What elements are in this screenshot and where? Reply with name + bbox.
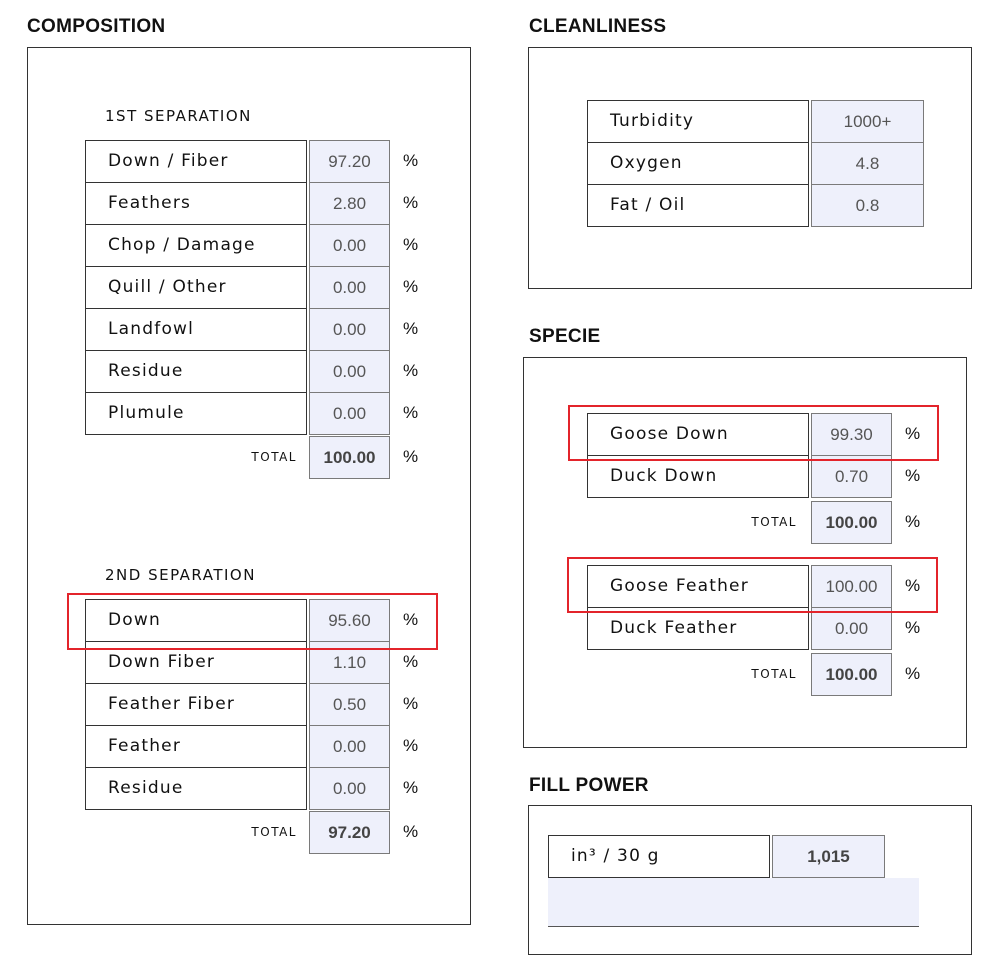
total-label: TOTAL <box>251 825 297 839</box>
row-unit: % <box>403 778 419 797</box>
total-unit: % <box>905 512 921 531</box>
row-value[interactable]: 99.30 <box>811 413 892 456</box>
total-unit: % <box>905 664 921 683</box>
row-value[interactable]: 0.00 <box>309 767 390 810</box>
row-value[interactable]: 1000+ <box>811 100 924 143</box>
fill-power-label: in³ / 30 g <box>548 835 770 878</box>
fill-power-panel <box>528 805 972 955</box>
total-unit: % <box>403 822 419 841</box>
row-label: Oxygen <box>587 142 809 185</box>
row-unit: % <box>905 424 921 443</box>
first-separation-title: 1ST SEPARATION <box>105 107 252 125</box>
down-highlight-box <box>67 593 438 650</box>
row-unit: % <box>403 277 419 296</box>
total-value: 100.00 <box>309 436 390 479</box>
row-label: Quill / Other <box>85 266 307 309</box>
row-label: Residue <box>85 767 307 810</box>
row-unit: % <box>403 652 419 671</box>
total-value: 100.00 <box>811 501 892 544</box>
cleanliness-title: CLEANLINESS <box>529 16 667 37</box>
row-unit: % <box>403 361 419 380</box>
total-label: TOTAL <box>751 515 797 529</box>
row-value[interactable]: 1.10 <box>309 641 390 684</box>
row-value[interactable]: 0.8 <box>811 184 924 227</box>
row-value[interactable]: 0.00 <box>309 266 390 309</box>
row-value[interactable]: 0.00 <box>309 725 390 768</box>
row-label: Feather Fiber <box>85 683 307 726</box>
row-label: Plumule <box>85 392 307 435</box>
row-label: Chop / Damage <box>85 224 307 267</box>
row-label: Goose Down <box>587 413 809 456</box>
row-unit: % <box>905 466 921 485</box>
row-value[interactable]: 0.00 <box>309 224 390 267</box>
row-unit: % <box>905 576 921 595</box>
row-label: Residue <box>85 350 307 393</box>
fill-power-extra-field[interactable] <box>548 878 919 927</box>
row-value[interactable]: 97.20 <box>309 140 390 183</box>
row-value[interactable]: 0.00 <box>309 308 390 351</box>
total-label: TOTAL <box>251 450 297 464</box>
fill-power-title: FILL POWER <box>529 775 649 796</box>
row-value[interactable]: 95.60 <box>309 599 390 642</box>
total-row <box>85 436 425 479</box>
row-value[interactable]: 0.00 <box>811 607 892 650</box>
total-row <box>85 811 425 854</box>
specie-title: SPECIE <box>529 326 601 347</box>
row-label: Duck Feather <box>587 607 809 650</box>
total-row <box>587 653 927 696</box>
row-value[interactable]: 2.80 <box>309 182 390 225</box>
row-value[interactable]: 100.00 <box>811 565 892 608</box>
fill-power-value[interactable]: 1,015 <box>772 835 885 878</box>
cleanliness-panel <box>528 47 972 289</box>
total-value: 100.00 <box>811 653 892 696</box>
composition-title: COMPOSITION <box>27 16 166 37</box>
row-value[interactable]: 4.8 <box>811 142 924 185</box>
row-value[interactable]: 0.50 <box>309 683 390 726</box>
row-label: Feather <box>85 725 307 768</box>
goose-feather-highlight-box <box>567 557 938 613</box>
row-label: Feathers <box>85 182 307 225</box>
row-value[interactable]: 0.00 <box>309 350 390 393</box>
row-label: Turbidity <box>587 100 809 143</box>
row-value[interactable]: 0.70 <box>811 455 892 498</box>
row-label: Goose Feather <box>587 565 809 608</box>
row-label: Down / Fiber <box>85 140 307 183</box>
total-row <box>587 501 927 544</box>
row-label: Landfowl <box>85 308 307 351</box>
row-unit: % <box>403 319 419 338</box>
total-value: 97.20 <box>309 811 390 854</box>
row-label: Down Fiber <box>85 641 307 684</box>
row-value[interactable]: 0.00 <box>309 392 390 435</box>
row-unit: % <box>403 151 419 170</box>
row-unit: % <box>403 610 419 629</box>
specie-panel <box>523 357 967 748</box>
goose-down-highlight-box <box>568 405 939 461</box>
composition-panel <box>27 47 471 925</box>
row-label: Fat / Oil <box>587 184 809 227</box>
row-unit: % <box>403 736 419 755</box>
row-label: Duck Down <box>587 455 809 498</box>
total-label: TOTAL <box>751 667 797 681</box>
row-unit: % <box>403 694 419 713</box>
second-separation-title: 2ND SEPARATION <box>105 566 256 584</box>
row-label: Down <box>85 599 307 642</box>
row-unit: % <box>403 235 419 254</box>
row-unit: % <box>403 193 419 212</box>
total-unit: % <box>403 447 419 466</box>
row-unit: % <box>905 618 921 637</box>
row-unit: % <box>403 403 419 422</box>
